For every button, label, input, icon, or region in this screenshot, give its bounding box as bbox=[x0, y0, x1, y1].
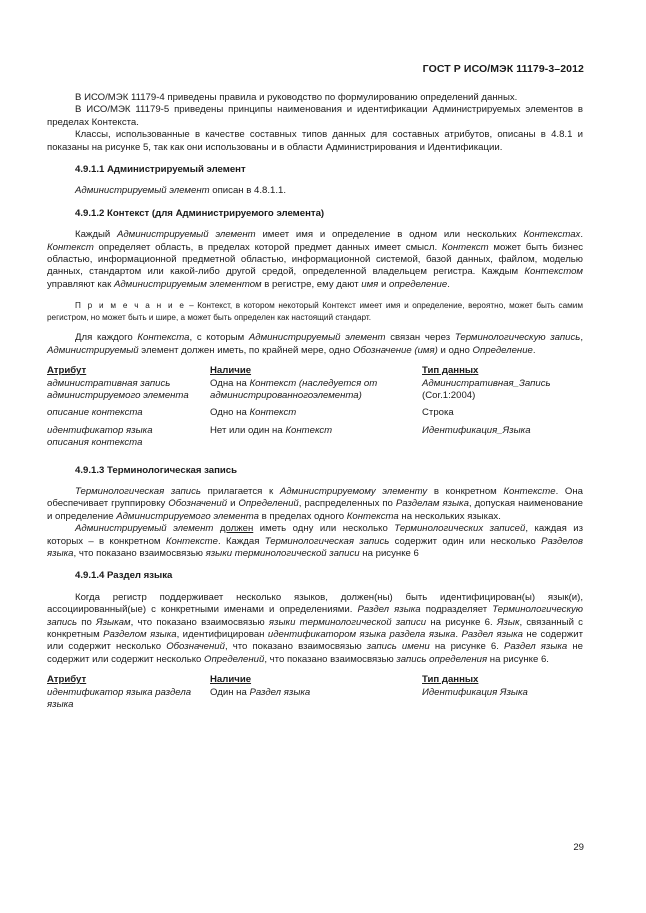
section-4912-paragraph: Каждый Администрируемый элемент имеет имя и определение в одном или нескольких Контекстах. Контекст определяет область, в пределах которой предмет данных имеет смысл. Контекст может быть бизнес областью, информационной предметной областью, информационной системой, базой данных, файлом, моделью данных, стандартом или какой-либо другой средой, определенной владельцем регистра. Каждым Контекстом управляют как Администрируемым элементом в регистре, ему дают имя и определение. bbox=[47, 229, 584, 290]
section-4913-paragraph-1: Терминологическая запись прилагается к Администрируемому элементу в конкретном Контексте. Она обеспечивает группировку Обозначений и Определений, распределенных по Разделам языка, допуская наименование и определение Администрируемого элемента в пределах одного Контекста на нескольких языках. bbox=[47, 485, 583, 522]
document-body bbox=[47, 92, 583, 716]
column-header: Тип данных bbox=[422, 365, 479, 377]
document-code: ГОСТ Р ИСО/МЭК 11179-3–2012 bbox=[422, 63, 584, 75]
section-4914-paragraph: Когда регистр поддерживает несколько языков, должен(ны) быть идентифицирован(ы) язык(и), ассоциированный(ые) с конкретными именами и определениями. Раздел языка подразделяет Терминологическую запись по Языкам, что показано взаимосвязью языки терминологической записи на рисунке 6. Язык, связанный с конкретным Разделом языка, идентифицирован идентификатором языка раздела языка. Раздел языка не содержит или содержит несколько Обозначений, что показано взаимосвязью запись имени на рисунке 6. Раздел языка не содержит или содержит несколько Определений, что показано взаимосвязью запись определения на рисунке 6. bbox=[47, 591, 584, 665]
column-header: Тип данных bbox=[422, 674, 479, 686]
table-header-row bbox=[47, 365, 583, 377]
intro-paragraph-3: Классы, использованные в качестве составных типов данных для составных атрибутов, описаны в 4.8.1 и показаны на рисунке 5, так как они использованы и в области Администрирования и Идентификации. bbox=[47, 129, 583, 153]
table-row: идентификатор языка раздела языка Один на Раздел языка Идентификация Языка bbox=[47, 686, 528, 711]
note-label: П р и м е ч а н и е bbox=[75, 301, 186, 311]
section-4913-paragraph-2: Администрируемый элемент должен иметь одну или несколько Терминологических записей, каждая из которых – в конкретном Контексте. Каждая Терминологическая запись содержит один или несколько Разделов языка, что показано взаимосвязью языки терминологической записи на рисунке 6 bbox=[47, 523, 584, 559]
table-row: идентификатор языка описания контекста Нет или один на Контекст Идентификация_Языка bbox=[47, 424, 531, 449]
section-4911-text: Администрируемый элемент описан в 4.8.1.1. bbox=[75, 185, 287, 197]
attribute-table-context bbox=[47, 365, 583, 454]
table-row: описание контекста Одно на Контекст Строка bbox=[47, 407, 454, 419]
section-4912-paragraph-2: Для каждого Контекста, с которым Администрируемый элемент связан через Терминологическую запись, Администрируемый элемент должен иметь, по крайней мере, одно Обозначение (имя) и одно Определение. bbox=[47, 332, 584, 356]
section-heading-4914: 4.9.1.4 Раздел языка bbox=[75, 570, 173, 582]
column-header: Атрибут bbox=[47, 674, 87, 686]
section-heading-4911: 4.9.1.1 Администрируемый элемент bbox=[75, 164, 246, 176]
note bbox=[47, 300, 583, 323]
intro-paragraph-1: В ИСО/МЭК 11179-4 приведены правила и руководство по формулированию определений данных. bbox=[75, 92, 518, 103]
section-heading-4912: 4.9.1.2 Контекст (для Администрируемого элемента) bbox=[75, 207, 325, 219]
table-row: административная запись администрируемого элемента Одна на Контекст (наследуется от администрированногоэлемента) Административная_Запись (Cor.1:2004) bbox=[47, 377, 551, 401]
column-header: Атрибут bbox=[47, 365, 87, 377]
column-header: Наличие bbox=[210, 365, 252, 377]
attribute-table-language-section bbox=[47, 674, 583, 716]
note-text: – Контекст, в котором некоторый Контекст имеет имя и определение, вероятно, может быть самим регистром, но может быть и шире, а может быть определен как настоящий стандарт. bbox=[47, 301, 583, 322]
intro-paragraph-2: В ИСО/МЭК 11179-5 приведены принципы наименования и идентификации Администрируемых элементов в пределах Контекста. bbox=[47, 104, 583, 128]
section-heading-4913: 4.9.1.3 Терминологическая запись bbox=[75, 464, 238, 476]
column-header: Наличие bbox=[210, 674, 252, 686]
page-number: 29 bbox=[573, 842, 584, 853]
table-header-row bbox=[47, 674, 583, 686]
